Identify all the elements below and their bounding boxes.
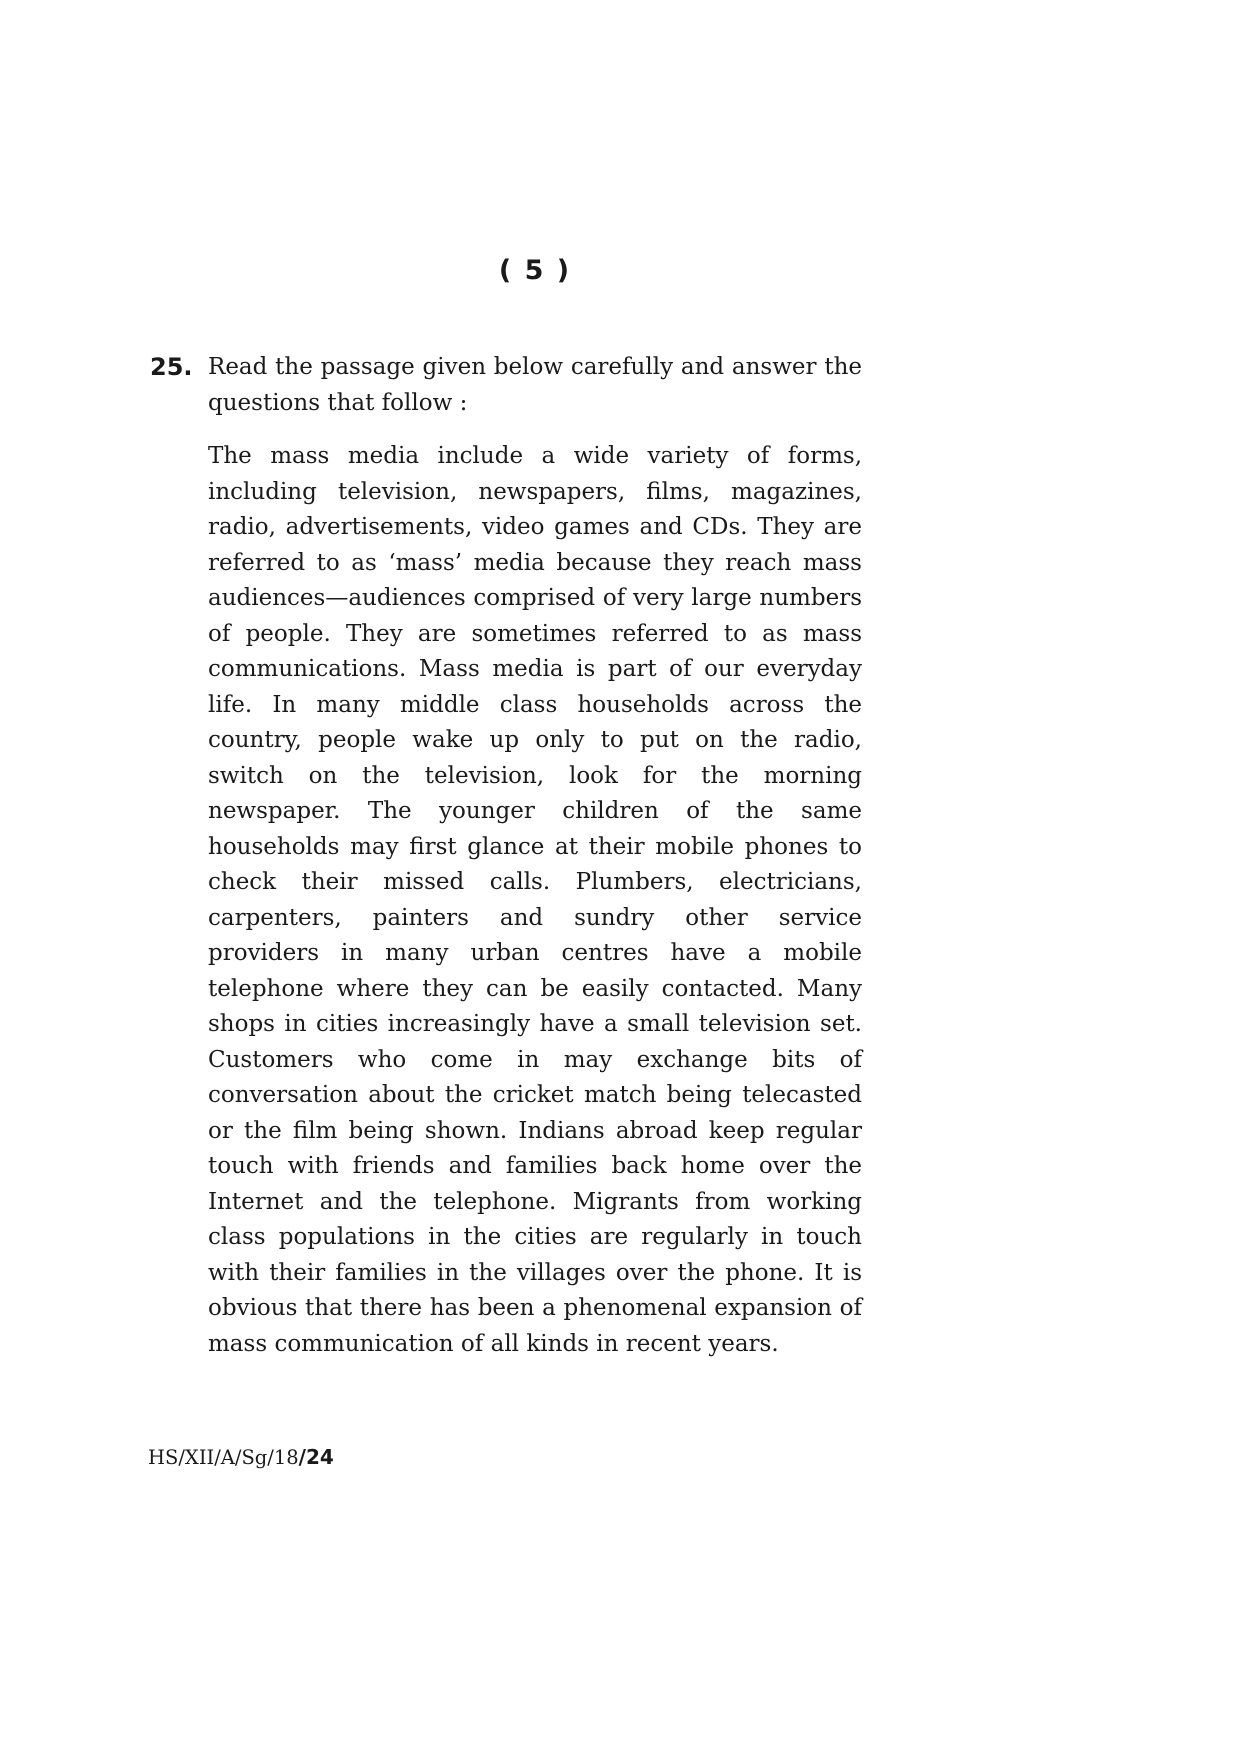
footer-code-suffix: /24 xyxy=(298,1445,334,1469)
question-prompt: Read the passage given below carefully and answer the questions that follow : xyxy=(208,354,862,416)
question-number: 25. xyxy=(150,353,193,381)
question-body xyxy=(208,350,862,1362)
footer-code xyxy=(148,1444,334,1471)
reading-passage: The mass media include a wide variety of forms, including television, newspapers, films, magazines, radio, advertisements, video games and CDs. They are referred to as ‘mass’ media because they reach mass audiences—audiences comprised of very large numbers of people. They are sometimes referred to as mass communications. Mass media is part of our everyday life. In many middle class households across the country, people wake up only to put on the radio, switch on the television, look for the morning newspaper. The younger children of the same households may first glance at their mobile phones to check their missed calls. Plumbers, electricians, carpenters, painters and sundry other service providers in many urban centres have a mobile telephone where they can be easily contacted. Many shops in cities increasingly have a small television set. Customers who come in may exchange bits of conversation about the cricket match being telecasted or the film being shown. Indians abroad keep regular touch with friends and families back home over the Internet and the telephone. Migrants from working class populations in the cities are regularly in touch with their families in the villages over the phone. It is obvious that there has been a phenomenal expansion of mass communication of all kinds in recent years. xyxy=(208,443,862,1357)
question-25 xyxy=(150,350,862,1362)
page-number: ( 5 ) xyxy=(498,255,572,286)
footer-code-text: HS/XII/A/Sg/18 xyxy=(148,1446,299,1469)
